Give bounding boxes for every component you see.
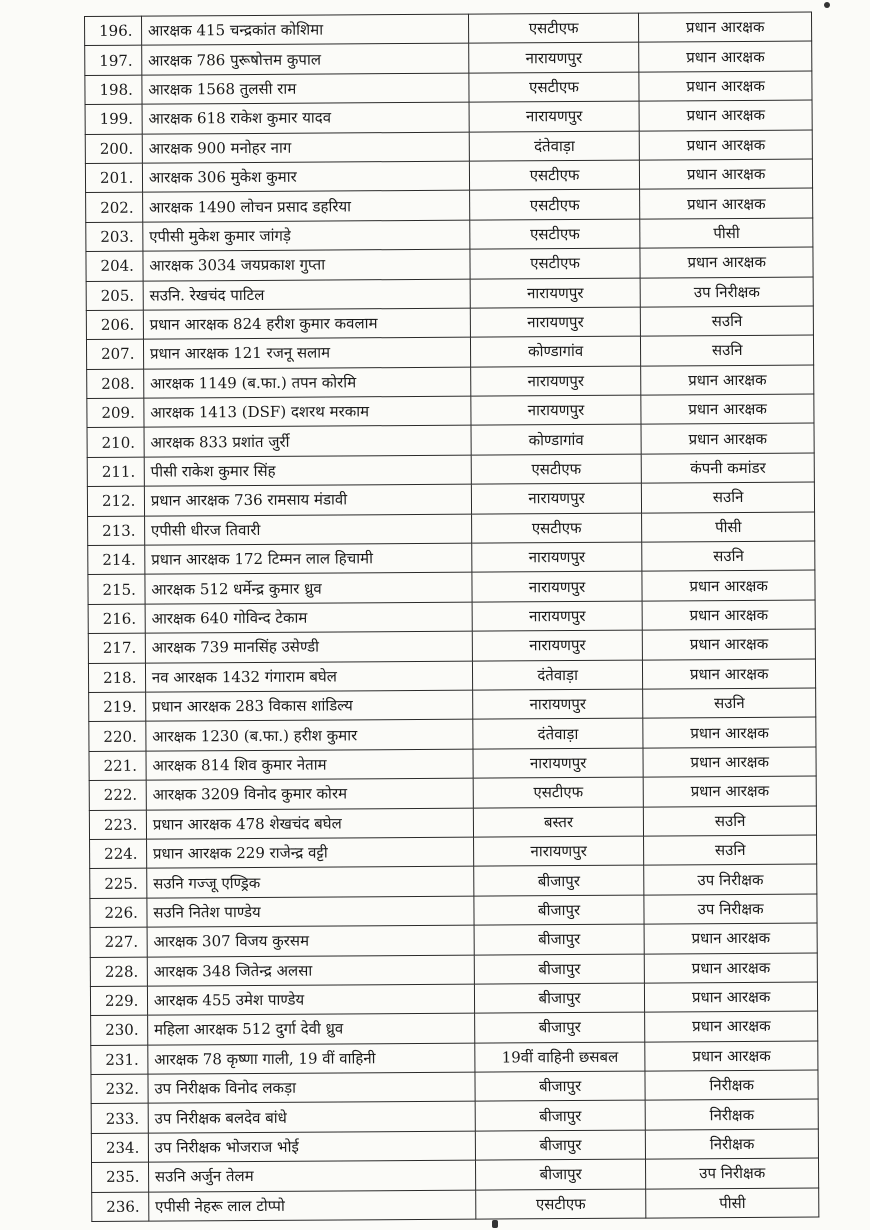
name-cell: आरक्षक 739 मानसिंह उसेण्डी [145, 631, 472, 662]
serial-number-cell: 233. [91, 1104, 148, 1134]
rank-cell: प्रधान आरक्षक [644, 776, 817, 806]
name-cell: नव आरक्षक 1432 गंगाराम बघेल [145, 661, 472, 692]
serial-number-cell: 196. [85, 16, 142, 46]
table-row [86, 335, 813, 369]
unit-cell: एसटीएफ [469, 72, 640, 102]
unit-cell: दंतेवाड़ा [473, 718, 644, 748]
rank-cell: प्रधान आरक्षक [641, 394, 814, 424]
rank-cell: सउनि [642, 482, 815, 512]
serial-number-cell: 228. [90, 957, 147, 987]
table-row [89, 717, 816, 751]
name-cell: सउनि अर्जुन तेलम [148, 1160, 475, 1191]
name-cell: आरक्षक 814 शिव कुमार नेताम [146, 749, 473, 780]
rank-cell: उप निरीक्षक [646, 1158, 819, 1188]
table-row [85, 159, 812, 193]
unit-cell: बस्तर [473, 807, 644, 837]
name-cell: आरक्षक 3209 विनोद कुमार कोरम [146, 778, 473, 809]
table-row [90, 835, 817, 869]
name-cell: महिला आरक्षक 512 दुर्गा देवी ध्रुव [147, 1013, 474, 1044]
name-cell: सउनि गज्जू एण्ड्रिक [147, 866, 474, 897]
unit-cell: नारायणपुर [471, 483, 642, 513]
rank-cell: प्रधान आरक्षक [643, 629, 816, 659]
unit-cell: नारायणपुर [472, 542, 643, 572]
serial-number-cell: 225. [90, 868, 147, 898]
table-row [92, 1188, 819, 1222]
serial-number-cell: 226. [90, 898, 147, 928]
table-row [90, 923, 817, 957]
table-row [91, 1011, 818, 1045]
serial-number-cell: 222. [89, 780, 146, 810]
rank-cell: प्रधान आरक्षक [639, 12, 812, 42]
name-cell: सउनि नितेश पाण्डेय [147, 896, 474, 927]
name-cell: आरक्षक 833 प्रशांत जुर्री [144, 426, 471, 457]
unit-cell: बीजापुर [474, 1012, 645, 1042]
table-row [88, 659, 815, 693]
unit-cell: बीजापुर [474, 895, 645, 925]
table-row [88, 629, 815, 663]
unit-cell: बीजापुर [474, 983, 645, 1013]
unit-cell: नारायणपुर [470, 278, 641, 308]
table-row [90, 953, 817, 987]
unit-cell: बीजापुर [474, 924, 645, 954]
name-cell: आरक्षक 512 धर्मेन्द्र कुमार ध्रुव [145, 573, 472, 604]
name-cell: प्रधान आरक्षक 283 विकास शांडिल्य [145, 690, 472, 721]
name-cell: आरक्षक 307 विजय कुरसम [147, 925, 474, 956]
serial-number-cell: 206. [86, 310, 143, 340]
unit-cell: नारायणपुर [472, 689, 643, 719]
rank-cell: सउनि [644, 835, 817, 865]
name-cell: उप निरीक्षक विनोद लकड़ा [148, 1072, 475, 1103]
unit-cell: नारायणपुर [473, 836, 644, 866]
unit-cell: कोण्डागांव [471, 425, 642, 455]
table-row [87, 365, 814, 399]
serial-number-cell: 197. [85, 46, 142, 76]
rank-cell: प्रधान आरक्षक [639, 100, 812, 130]
serial-number-cell: 218. [88, 663, 145, 693]
unit-cell: बीजापुर [475, 1101, 646, 1131]
serial-number-cell: 227. [90, 927, 147, 957]
rank-cell: सउनि [641, 335, 814, 365]
table-row [87, 482, 814, 516]
serial-number-cell: 234. [91, 1133, 148, 1163]
unit-cell: एसटीएफ [470, 248, 641, 278]
promotion-list-table [84, 12, 819, 1222]
name-cell: आरक्षक 640 गोविन्द टेकाम [145, 602, 472, 633]
name-cell: प्रधान आरक्षक 478 शेखचंद बघेल [146, 808, 473, 839]
unit-cell: एसटीएफ [471, 454, 642, 484]
rank-cell: प्रधान आरक्षक [639, 71, 812, 101]
table-row [91, 1041, 818, 1075]
unit-cell: एसटीएफ [469, 189, 640, 219]
table-row [91, 1070, 818, 1104]
table-row [86, 188, 813, 222]
name-cell: प्रधान आरक्षक 121 रजनू सलाम [143, 337, 470, 368]
table-row [89, 806, 816, 840]
table-row [90, 894, 817, 928]
unit-cell: दंतेवाड़ा [469, 131, 640, 161]
serial-number-cell: 236. [92, 1192, 149, 1222]
serial-number-cell: 199. [85, 104, 142, 134]
table-row [86, 247, 813, 281]
unit-cell: नारायणपुर [468, 43, 639, 73]
serial-number-cell: 215. [88, 575, 145, 605]
rank-cell: कंपनी कमांडर [642, 453, 815, 483]
unit-cell: नारायणपुर [470, 366, 641, 396]
table-row [86, 306, 813, 340]
serial-number-cell: 217. [88, 633, 145, 663]
table-row [86, 218, 813, 252]
rank-cell: प्रधान आरक्षक [640, 159, 813, 189]
table-row [92, 1158, 819, 1192]
unit-cell: बीजापुर [475, 1130, 646, 1160]
table-row [85, 41, 812, 75]
rank-cell: पीसी [640, 218, 813, 248]
unit-cell: एसटीएफ [473, 777, 644, 807]
serial-number-cell: 232. [91, 1074, 148, 1104]
serial-number-cell: 235. [92, 1162, 149, 1192]
unit-cell: बीजापुर [474, 954, 645, 984]
rank-cell: पीसी [646, 1188, 819, 1218]
table-row [90, 864, 817, 898]
rank-cell: सउनि [642, 541, 815, 571]
name-cell: आरक्षक 1413 (DSF) दशरथ मरकाम [144, 396, 471, 427]
rank-cell: प्रधान आरक्षक [640, 130, 813, 160]
name-cell: उप निरीक्षक भोजराज भोई [148, 1131, 475, 1162]
unit-cell: एसटीएफ [469, 160, 640, 190]
name-cell: आरक्षक 1230 (ब.फा.) हरीश कुमार [146, 720, 473, 751]
table-row [85, 130, 812, 164]
serial-number-cell: 202. [86, 192, 143, 222]
serial-number-cell: 219. [89, 692, 146, 722]
unit-cell: एसटीएफ [471, 513, 642, 543]
name-cell: एपीसी धीरज तिवारी [144, 514, 471, 545]
rank-cell: पीसी [642, 512, 815, 542]
serial-number-cell: 216. [88, 604, 145, 634]
table-row [88, 570, 815, 604]
serial-number-cell: 205. [86, 281, 143, 311]
table-row [85, 100, 812, 134]
serial-number-cell: 223. [89, 810, 146, 840]
name-cell: आरक्षक 1490 लोचन प्रसाद डहरिया [142, 190, 469, 221]
serial-number-cell: 213. [88, 516, 145, 546]
rank-cell: प्रधान आरक्षक [643, 747, 816, 777]
unit-cell: नारायणपुर [472, 572, 643, 602]
name-cell: आरक्षक 348 जितेन्द्र अलसा [147, 955, 474, 986]
rank-cell: प्रधान आरक्षक [641, 365, 814, 395]
name-cell: आरक्षक 415 चन्द्रकांत कोशिमा [141, 14, 468, 45]
rank-cell: सउनि [644, 806, 817, 836]
serial-number-cell: 203. [86, 222, 143, 252]
name-cell: प्रधान आरक्षक 736 रामसाय मंडावी [144, 484, 471, 515]
name-cell: आरक्षक 900 मनोहर नाग [142, 132, 469, 163]
rank-cell: निरीक्षक [646, 1099, 819, 1129]
table-row [90, 982, 817, 1016]
serial-number-cell: 221. [89, 751, 146, 781]
serial-number-cell: 229. [90, 986, 147, 1016]
table-row [87, 424, 814, 458]
table-row [88, 512, 815, 546]
corner-ink-mark [824, 2, 830, 8]
unit-cell: नारायणपुर [471, 395, 642, 425]
serial-number-cell: 208. [87, 369, 144, 399]
rank-cell: प्रधान आरक्षक [642, 570, 815, 600]
rank-cell: प्रधान आरक्षक [640, 247, 813, 277]
unit-cell: एसटीएफ [468, 13, 639, 43]
rank-cell: निरीक्षक [646, 1129, 819, 1159]
unit-cell: एसटीएफ [475, 1189, 646, 1219]
serial-number-cell: 207. [86, 339, 143, 369]
name-cell: पीसी राकेश कुमार सिंह [144, 455, 471, 486]
name-cell: आरक्षक 306 मुकेश कुमार [142, 161, 469, 192]
rank-cell: उप निरीक्षक [644, 864, 817, 894]
name-cell: उप निरीक्षक बलदेव बांधे [148, 1102, 475, 1133]
name-cell: प्रधान आरक्षक 824 हरीश कुमार कवलाम [143, 308, 470, 339]
rank-cell: प्रधान आरक्षक [645, 982, 818, 1012]
table-row [85, 12, 812, 46]
unit-cell: बीजापुर [473, 865, 644, 895]
rank-cell: निरीक्षक [645, 1070, 818, 1100]
serial-number-cell: 210. [87, 428, 144, 458]
unit-cell: बीजापुर [475, 1159, 646, 1189]
unit-cell: दंतेवाड़ा [472, 660, 643, 690]
rank-cell: सउनि [643, 688, 816, 718]
rank-cell: प्रधान आरक्षक [640, 188, 813, 218]
table-row [88, 541, 815, 575]
unit-cell: नारायणपुर [472, 630, 643, 660]
serial-number-cell: 200. [85, 134, 142, 164]
serial-number-cell: 220. [89, 722, 146, 752]
unit-cell: नारायणपुर [469, 101, 640, 131]
rank-cell: उप निरीक्षक [644, 894, 817, 924]
name-cell: आरक्षक 1568 तुलसी राम [142, 73, 469, 104]
unit-cell: 19वीं वाहिनी छसबल [475, 1042, 646, 1072]
serial-number-cell: 212. [87, 486, 144, 516]
serial-number-cell: 201. [85, 163, 142, 193]
rank-cell: प्रधान आरक्षक [645, 1011, 818, 1041]
name-cell: प्रधान आरक्षक 172 टिम्मन लाल हिचामी [145, 543, 472, 574]
rank-cell: सउनि [641, 306, 814, 336]
table-row [86, 277, 813, 311]
serial-number-cell: 231. [91, 1045, 148, 1075]
name-cell: एपीसी मुकेश कुमार जांगड़े [143, 220, 470, 251]
rank-cell: प्रधान आरक्षक [639, 41, 812, 71]
serial-number-cell: 224. [90, 839, 147, 869]
name-cell: एपीसी नेहरू लाल टोप्पो [149, 1190, 476, 1221]
serial-number-cell: 211. [87, 457, 144, 487]
table-row [85, 71, 812, 105]
table-row [91, 1129, 818, 1163]
unit-cell: बीजापुर [475, 1071, 646, 1101]
name-cell: प्रधान आरक्षक 229 राजेन्द्र वट्टी [146, 837, 473, 868]
unit-cell: नारायणपुर [472, 601, 643, 631]
table-row [91, 1099, 818, 1133]
rank-cell: प्रधान आरक्षक [644, 923, 817, 953]
serial-number-cell: 230. [91, 1015, 148, 1045]
rank-cell: प्रधान आरक्षक [642, 600, 815, 630]
serial-number-cell: 209. [87, 398, 144, 428]
rank-cell: प्रधान आरक्षक [645, 1041, 818, 1071]
rank-cell: प्रधान आरक्षक [643, 717, 816, 747]
rank-cell: प्रधान आरक्षक [641, 424, 814, 454]
unit-cell: नारायणपुर [473, 748, 644, 778]
rank-cell: उप निरीक्षक [640, 277, 813, 307]
rank-cell: प्रधान आरक्षक [643, 659, 816, 689]
name-cell: आरक्षक 455 उमेश पाण्डेय [147, 984, 474, 1015]
bottom-ink-mark [492, 1220, 498, 1228]
serial-number-cell: 214. [88, 545, 145, 575]
unit-cell: एसटीएफ [470, 219, 641, 249]
serial-number-cell: 198. [85, 75, 142, 105]
table-row [89, 776, 816, 810]
rank-cell: प्रधान आरक्षक [645, 953, 818, 983]
name-cell: आरक्षक 618 राकेश कुमार यादव [142, 102, 469, 133]
unit-cell: कोण्डागांव [470, 336, 641, 366]
name-cell: आरक्षक 3034 जयप्रकाश गुप्ता [143, 249, 470, 280]
table-row [87, 394, 814, 428]
name-cell: सउनि. रेखचंद पाटिल [143, 279, 470, 310]
table-row [87, 453, 814, 487]
table-row [89, 688, 816, 722]
name-cell: आरक्षक 1149 (ब.फा.) तपन कोरमि [144, 367, 471, 398]
unit-cell: नारायणपुर [470, 307, 641, 337]
serial-number-cell: 204. [86, 251, 143, 281]
table-body [85, 12, 819, 1221]
name-cell: आरक्षक 786 पुरूषोत्तम कुपाल [142, 44, 469, 75]
name-cell: आरक्षक 78 कृष्णा गाली, 19 वीं वाहिनी [148, 1043, 475, 1074]
table-row [88, 600, 815, 634]
table-row [89, 747, 816, 781]
